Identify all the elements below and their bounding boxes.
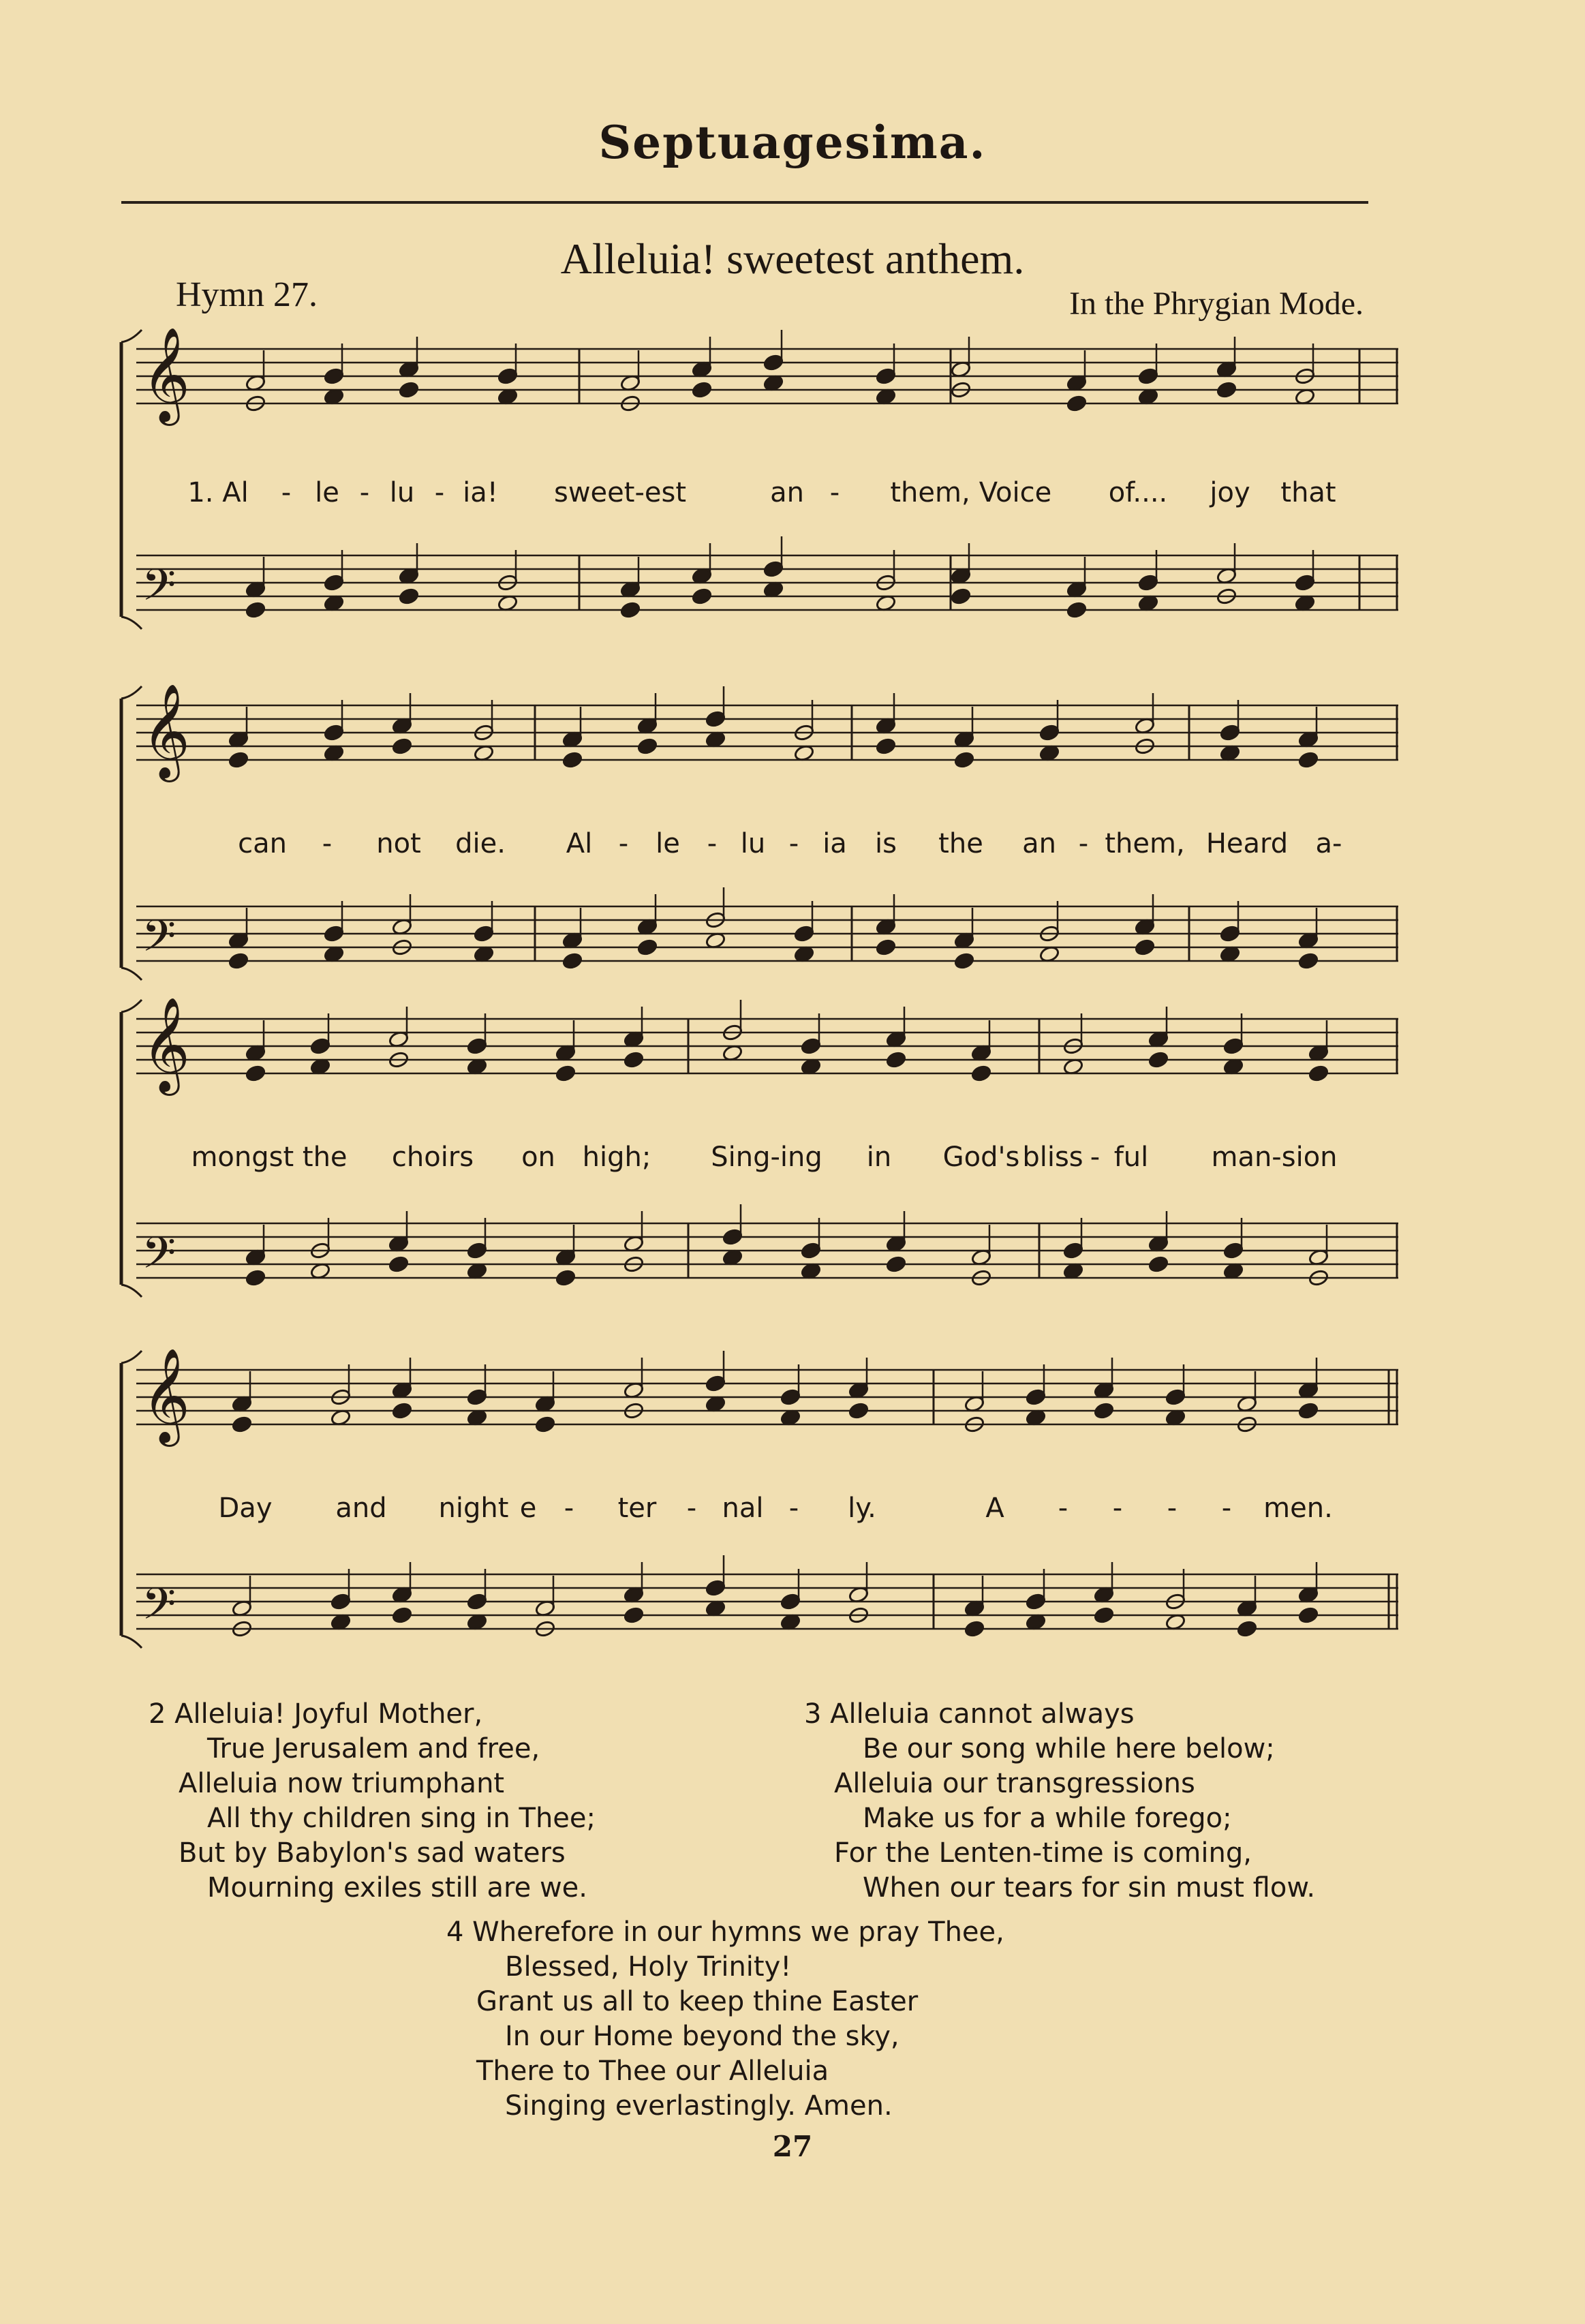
lyric-syllable: ly. <box>848 1493 876 1524</box>
lyric-syllable: the <box>938 828 983 859</box>
note-head <box>620 601 641 619</box>
brace-hook <box>121 330 142 342</box>
lyric-syllable: is <box>875 828 897 859</box>
verse-line: When our tears for sin must flow. <box>863 1872 1316 1903</box>
note-head <box>562 751 583 769</box>
note-head <box>535 1416 556 1433</box>
lyric-syllable: God's <box>942 1142 1020 1173</box>
lyric-syllable: ia <box>822 828 847 859</box>
lyric-syllable: Al <box>566 828 593 859</box>
note-head <box>1148 1051 1169 1069</box>
note-head <box>951 587 972 605</box>
lyric-syllable: die. <box>455 828 506 859</box>
brace-hook <box>121 686 142 699</box>
lyric-syllable: sweet-est <box>553 477 687 508</box>
note-head <box>392 1606 413 1624</box>
bass-clef-icon: 𝄢 <box>142 560 176 622</box>
note-head <box>562 952 583 970</box>
verse-line: In our Home beyond the sky, <box>505 2021 899 2052</box>
lyric-syllable: men. <box>1263 1493 1333 1524</box>
hymn-number: Hymn 27. <box>176 275 318 314</box>
verse-number: 4 <box>446 1916 464 1948</box>
brace-hook <box>121 617 142 629</box>
lyric-syllable: Voice <box>979 477 1052 508</box>
verse-line: Alleluia cannot always <box>830 1698 1135 1730</box>
lyric-syllable: can <box>238 828 287 859</box>
lyrics-system-2 <box>129 828 1376 869</box>
lyric-syllable: ia! <box>463 477 498 508</box>
verse-line: Blessed, Holy Trinity! <box>505 1951 792 1983</box>
lyric-syllable: joy <box>1210 477 1250 508</box>
treble-clef-icon: 𝄞 <box>142 327 190 422</box>
note-head <box>392 737 413 755</box>
bass-clef-icon: 𝄢 <box>142 911 176 973</box>
bass-clef-icon: 𝄢 <box>142 1228 176 1289</box>
lyric-syllable: - <box>281 477 292 508</box>
note-head <box>555 1269 576 1287</box>
lyric-syllable: Day <box>218 1493 273 1524</box>
note-head <box>245 1065 266 1082</box>
lyric-syllable: not <box>376 828 421 859</box>
note-head <box>1216 381 1237 399</box>
lyric-syllable: lu <box>389 477 415 508</box>
lyric-syllable: A <box>985 1493 1004 1524</box>
verse-line: Grant us all to keep thine Easter <box>476 1986 919 2017</box>
verse-line: Mourning exiles still are we. <box>207 1872 587 1903</box>
note-head <box>1094 1606 1115 1624</box>
lyric-syllable: - <box>1167 1493 1178 1524</box>
lyric-syllable: - <box>788 828 799 859</box>
note-head <box>1298 1402 1319 1420</box>
note-head <box>388 1255 410 1273</box>
note-head <box>228 952 249 970</box>
verse-line: But by Babylon's sad waters <box>179 1837 566 1869</box>
note-head <box>848 1402 870 1420</box>
verse-3 <box>804 1697 1315 1906</box>
verse-line: True Jerusalem and free, <box>207 1733 540 1764</box>
brace-hook <box>121 1285 142 1297</box>
page-number: 27 <box>772 2130 813 2163</box>
lyrics-system-1 <box>129 477 1376 518</box>
lyric-syllable: an <box>770 477 804 508</box>
note-head <box>1066 395 1088 412</box>
note-head <box>245 601 266 619</box>
note-head <box>624 1051 645 1069</box>
lyric-syllable: man-sion <box>1211 1142 1338 1173</box>
note-head <box>971 1065 992 1082</box>
mode-note: In the Phrygian Mode. <box>1069 286 1364 322</box>
lyric-syllable: lu <box>740 828 766 859</box>
lyric-syllable: - <box>1221 1493 1232 1524</box>
note-head <box>1308 1065 1329 1082</box>
note-head <box>1298 751 1319 769</box>
note-head <box>954 952 975 970</box>
lyric-syllable: - <box>829 477 840 508</box>
brace-hook <box>121 968 142 980</box>
lyric-syllable: them, <box>890 477 970 508</box>
lyric-syllable: e <box>519 1493 537 1524</box>
note-head <box>886 1051 907 1069</box>
lyric-syllable: bliss <box>1022 1142 1083 1173</box>
note-head <box>964 1620 985 1638</box>
treble-clef-icon: 𝄞 <box>142 1348 190 1443</box>
lyric-syllable: - <box>1058 1493 1068 1524</box>
lyrics-system-3 <box>129 1142 1376 1182</box>
verse-line: Be our song while here below; <box>863 1733 1275 1764</box>
lyric-syllable: 1. Al <box>187 477 249 508</box>
note-head <box>1094 1402 1115 1420</box>
verse-line: Make us for a while forego; <box>863 1803 1232 1834</box>
treble-clef-icon: 𝄞 <box>142 684 190 778</box>
note-head <box>245 1269 266 1287</box>
note-head <box>1237 1620 1258 1638</box>
lyric-syllable: a- <box>1315 828 1342 859</box>
lyric-syllable: nal <box>722 1493 764 1524</box>
verse-number: 2 <box>149 1698 166 1730</box>
verse-line: Alleluia our transgressions <box>834 1768 1195 1799</box>
lyric-syllable: - <box>1078 828 1089 859</box>
verse-line: Alleluia now triumphant <box>179 1768 505 1799</box>
note-head <box>954 751 975 769</box>
note-head <box>624 1606 645 1624</box>
lyric-syllable: choirs <box>391 1142 474 1173</box>
verse-line: Alleluia! Joyful Mother, <box>174 1698 483 1730</box>
brace-hook <box>121 1636 142 1648</box>
lyric-syllable: an <box>1022 828 1056 859</box>
lyric-syllable: - <box>434 477 445 508</box>
verse-line: Singing everlastingly. Amen. <box>505 2090 893 2122</box>
treble-clef-icon: 𝄞 <box>142 997 190 1092</box>
note-head <box>876 938 897 956</box>
note-head <box>228 751 249 769</box>
lyric-syllable: - <box>618 828 629 859</box>
verse-line: Wherefore in our hymns we pray Thee, <box>472 1916 1004 1948</box>
note-head <box>555 1065 576 1082</box>
verse-line: There to Thee our Alleluia <box>476 2055 829 2087</box>
note-head <box>399 381 420 399</box>
note-head <box>1298 1606 1319 1624</box>
lyric-syllable: - <box>686 1493 697 1524</box>
lyric-syllable: high; <box>582 1142 651 1173</box>
note-head <box>232 1416 253 1433</box>
note-head <box>692 381 713 399</box>
lyric-syllable: - <box>1112 1493 1123 1524</box>
page-heading: Septuagesima. <box>598 116 987 169</box>
lyric-syllable: night <box>438 1493 509 1524</box>
lyric-syllable: - <box>707 828 718 859</box>
lyric-syllable: in <box>866 1142 892 1173</box>
bass-clef-icon: 𝄢 <box>142 1579 176 1640</box>
note-head <box>1135 938 1156 956</box>
note-head <box>637 938 658 956</box>
brace-hook <box>121 1000 142 1012</box>
lyric-syllable: ter <box>617 1493 657 1524</box>
lyric-syllable: - <box>564 1493 574 1524</box>
verse-line: All thy children sing in Thee; <box>207 1803 596 1834</box>
note-head <box>876 737 897 755</box>
lyric-syllable: them, <box>1105 828 1185 859</box>
lyrics-system-4 <box>129 1493 1376 1533</box>
lyric-syllable: - <box>788 1493 799 1524</box>
note-head <box>886 1255 907 1273</box>
lyric-syllable: Heard <box>1205 828 1289 859</box>
note-head <box>692 587 713 605</box>
hymn-title: Alleluia! sweetest anthem. <box>560 234 1025 283</box>
lyric-syllable: of.... <box>1108 477 1168 508</box>
lyric-syllable: le <box>315 477 339 508</box>
note-head <box>1298 952 1319 970</box>
verse-4 <box>446 1915 1004 2124</box>
lyric-syllable: - <box>359 477 370 508</box>
note-head <box>392 1402 413 1420</box>
verse-2 <box>149 1697 596 1906</box>
lyric-syllable: on <box>521 1142 555 1173</box>
lyric-syllable: - <box>1090 1142 1101 1173</box>
verse-line: For the Lenten-time is coming, <box>834 1837 1252 1869</box>
brace-hook <box>121 1351 142 1363</box>
lyric-syllable: le <box>656 828 680 859</box>
lyric-syllable: mongst the <box>191 1142 348 1173</box>
lyric-syllable: - <box>322 828 333 859</box>
verse-number: 3 <box>804 1698 822 1730</box>
lyric-syllable: ful <box>1113 1142 1149 1173</box>
note-head <box>1148 1255 1169 1273</box>
note-head <box>1066 601 1088 619</box>
note-head <box>637 737 658 755</box>
lyric-syllable: that <box>1280 477 1336 508</box>
note-head <box>399 587 420 605</box>
lyric-syllable: Sing-ing <box>711 1142 822 1173</box>
lyric-syllable: and <box>335 1493 387 1524</box>
